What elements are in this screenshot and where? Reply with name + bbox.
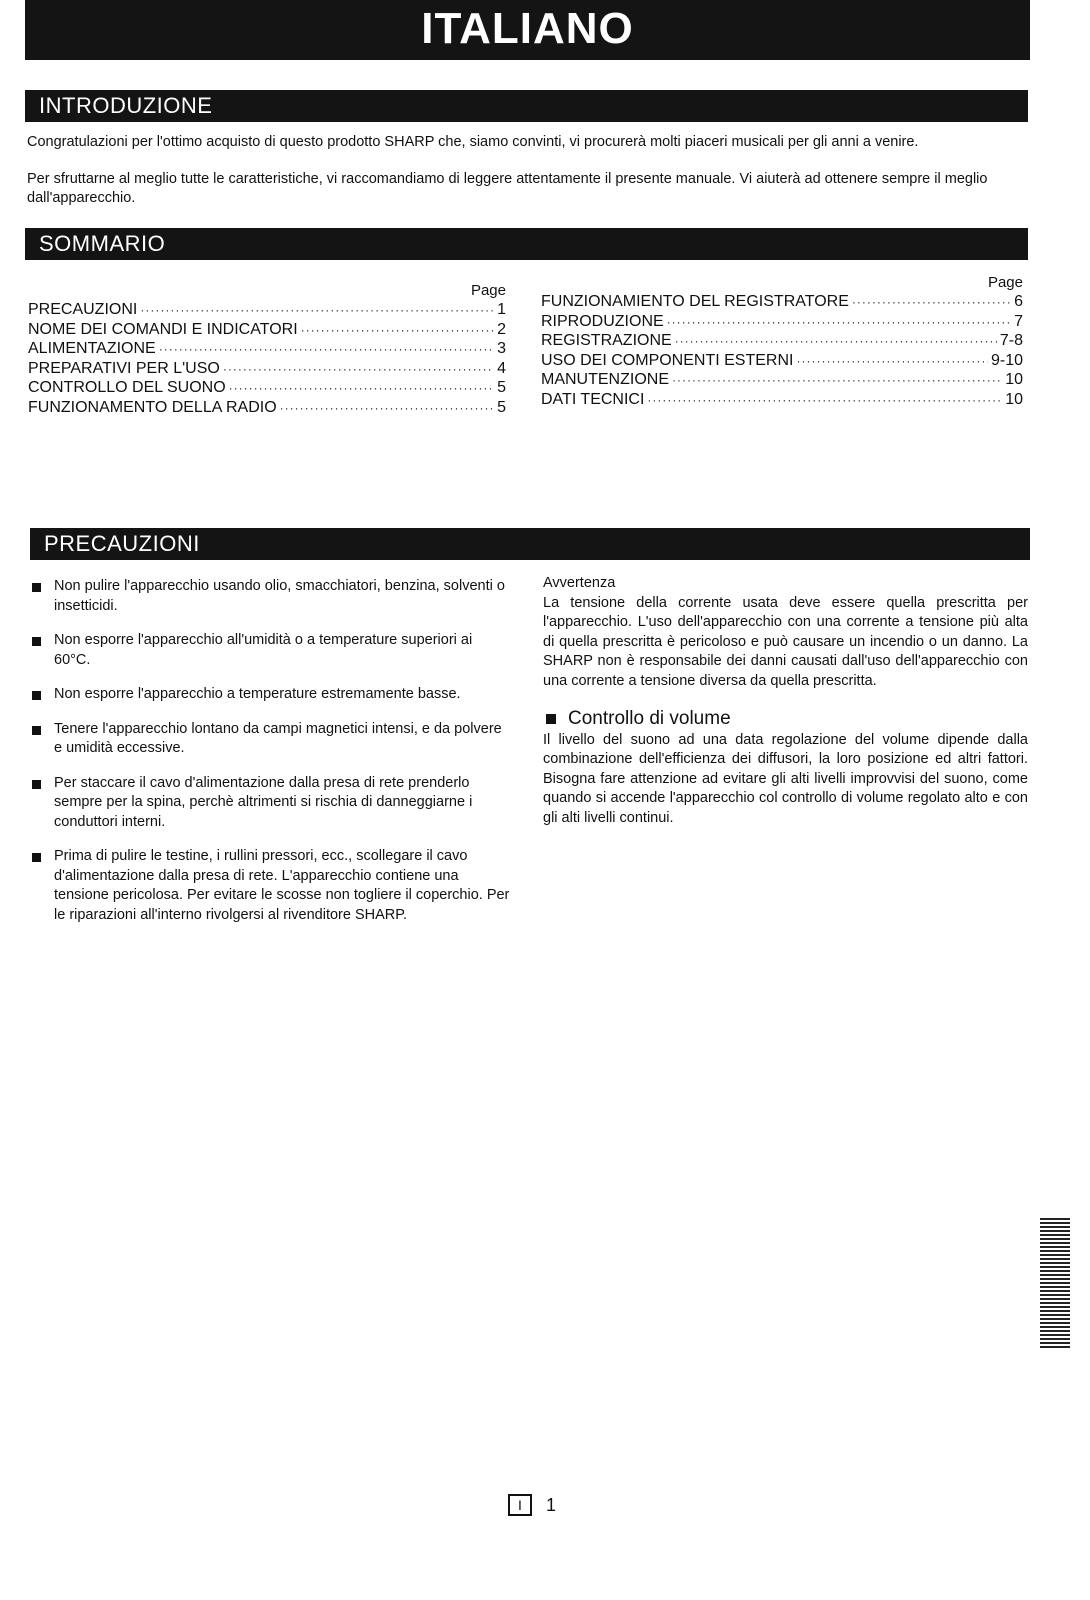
toc-entry bbox=[28, 340, 506, 360]
list-item-text: Per staccare il cavo d'alimentazione dalla presa di rete prenderlo sempre per la spina, perchè altrimenti si rischia di danneggiarne i conduttori interni. bbox=[54, 774, 473, 830]
toc-entry-page: 6 bbox=[1014, 293, 1023, 310]
toc-entry-page: 10 bbox=[1005, 390, 1023, 408]
toc-entry bbox=[541, 352, 1023, 372]
page-footer bbox=[508, 1494, 556, 1516]
bullet-square-icon bbox=[32, 637, 41, 646]
avvertenza-title: Avvertenza bbox=[543, 575, 616, 591]
toc-leader-dots bbox=[229, 381, 494, 395]
avvertenza-body: La tensione della corrente usata deve essere quella prescritta per l'apparecchio. L'uso dell'apparecchio con una corrente a tensione più alta di quella prescritta è pericoloso e può causare un incendio o un danno. La SHARP non è responsabile dei danni causati dall'uso dell'apparecchio con una corrente a tensione diversa da quella prescritta. bbox=[543, 594, 1028, 689]
toc-entry-page: 9-10 bbox=[990, 351, 1023, 369]
toc-leader-dots bbox=[223, 362, 494, 376]
toc-entry bbox=[541, 371, 1023, 391]
toc-entry-label: USO DEI COMPONENTI ESTERNI bbox=[541, 351, 794, 369]
toc-leader-dots bbox=[280, 401, 494, 415]
bullet-square-icon bbox=[32, 691, 41, 700]
toc-leader-dots bbox=[301, 323, 494, 337]
list-item-text: Non pulire l'apparecchio usando olio, smacchiatori, benzina, solventi o insetticidi. bbox=[54, 578, 505, 614]
toc-leader-dots bbox=[672, 373, 1002, 387]
toc-entry-label: MANUTENZIONE bbox=[541, 371, 669, 389]
toc-entry-page: 3 bbox=[497, 340, 506, 358]
volume-heading bbox=[543, 709, 1028, 729]
list-item-text: Prima di pulire le testine, i rullini pressori, ecc., scollegare il cavo d'alimentazione dalla presa di rete. L'apparecchio contiene una tensione pericolosa. Per evitare le scosse non togliere il coperchio. Per le riparazioni all'interno rivolgersi al rivenditore SHARP. bbox=[54, 848, 510, 923]
section-heading-text: INTRODUZIONE bbox=[39, 93, 213, 118]
section-heading-precauzioni bbox=[30, 528, 1030, 560]
toc-leader-dots bbox=[159, 342, 494, 356]
toc-page-label: Page bbox=[470, 282, 506, 299]
toc-page-label: Page bbox=[987, 274, 1023, 291]
page-title: ITALIANO bbox=[421, 4, 634, 53]
list-item bbox=[32, 720, 512, 759]
toc-entry-page: 10 bbox=[1005, 371, 1023, 389]
intro-paragraph-1: Congratulazioni per l'ottimo acquisto di questo prodotto SHARP che, siamo convinti, vi procurerà molti piaceri musicali per gli anni a venire. bbox=[27, 134, 919, 150]
toc-entry-label: FUNZIONAMIENTO DEL REGISTRATORE bbox=[541, 293, 849, 310]
section-heading-introduzione bbox=[25, 90, 1028, 122]
toc-entry-page: 5 bbox=[497, 398, 506, 416]
bullet-square-icon bbox=[32, 780, 41, 789]
list-item-text: Non esporre l'apparecchio all'umidità o a temperature superiori ai 60°C. bbox=[54, 632, 473, 668]
toc-entry bbox=[541, 332, 1023, 352]
bullet-square-icon bbox=[546, 714, 556, 724]
toc-entry-label: FUNZIONAMENTO DELLA RADIO bbox=[28, 398, 277, 416]
toc-entry bbox=[28, 301, 506, 321]
toc-leader-dots bbox=[796, 354, 988, 368]
toc-entry-label: RIPRODUZIONE bbox=[541, 312, 664, 330]
edge-index-mark bbox=[1040, 1218, 1070, 1348]
list-item bbox=[32, 685, 512, 705]
volume-body: Il livello del suono ad una data regolazione del volume dipende dalla combinazione dell'efficienza dei diffusori, la loro posizione ed altri fattori. Bisogna fare attenzione ad evitare gli alti livelli improvvisi del suono, come quando si accende l'apparecchio col controllo di volume regolato alto e con gli alti livelli continui. bbox=[543, 731, 1028, 826]
bullet-square-icon bbox=[32, 853, 41, 862]
bullet-square-icon bbox=[32, 583, 41, 592]
bullet-square-icon bbox=[32, 726, 41, 735]
toc-entry bbox=[28, 321, 506, 341]
toc-leader-dots bbox=[647, 393, 1002, 407]
language-box: I bbox=[508, 1494, 532, 1516]
toc-entry-label: CONTROLLO DEL SUONO bbox=[28, 379, 226, 397]
section-heading-text: PRECAUZIONI bbox=[44, 531, 200, 556]
toc-entry-label: REGISTRAZIONE bbox=[541, 332, 672, 350]
toc-entry bbox=[28, 360, 506, 380]
toc-entry bbox=[541, 391, 1023, 411]
toc-entry-page: 1 bbox=[497, 301, 506, 318]
list-item bbox=[32, 774, 512, 833]
toc-entry bbox=[541, 293, 1023, 313]
volume-title: Controllo di volume bbox=[568, 708, 731, 729]
toc-leader-dots bbox=[675, 334, 997, 348]
list-item bbox=[32, 847, 512, 925]
toc-entry-page: 7-8 bbox=[999, 332, 1023, 350]
toc-left-column bbox=[28, 282, 506, 419]
toc-entry-page: 2 bbox=[497, 320, 506, 338]
toc-entry-page: 7 bbox=[1014, 312, 1023, 330]
toc-entry-page: 5 bbox=[497, 379, 506, 397]
toc-leader-dots bbox=[140, 303, 494, 317]
toc-entry-label: DATI TECNICI bbox=[541, 390, 645, 408]
toc-entry-label: ALIMENTAZIONE bbox=[28, 340, 156, 358]
precautions-list bbox=[32, 577, 512, 940]
toc-entry-label: PRECAUZIONI bbox=[28, 301, 138, 318]
section-heading-text: SOMMARIO bbox=[39, 231, 166, 256]
list-item-text: Tenere l'apparecchio lontano da campi magnetici intensi, e da polvere e umidità eccessive. bbox=[54, 720, 502, 756]
warning-column bbox=[543, 574, 1028, 828]
toc-leader-dots bbox=[852, 295, 1011, 309]
list-item bbox=[32, 631, 512, 670]
toc-entry bbox=[28, 399, 506, 419]
section-heading-sommario bbox=[25, 228, 1028, 260]
page-number: 1 bbox=[546, 1494, 557, 1515]
toc-leader-dots bbox=[667, 315, 1011, 329]
intro-paragraph-2: Per sfruttarne al meglio tutte le caratteristiche, vi raccomandiamo di leggere attentamente il presente manuale. Vi aiuterà ad ottenere sempre il meglio dall'apparecchio. bbox=[27, 171, 988, 206]
list-item-text: Non esporre l'apparecchio a temperature estremamente basse. bbox=[54, 686, 461, 702]
toc-entry bbox=[541, 313, 1023, 333]
toc-entry-page: 4 bbox=[497, 359, 506, 377]
toc-entry-label: PREPARATIVI PER L'USO bbox=[28, 359, 220, 377]
title-bar bbox=[25, 0, 1030, 60]
toc-entry bbox=[28, 379, 506, 399]
toc-entry-label: NOME DEI COMANDI E INDICATORI bbox=[28, 320, 298, 338]
list-item bbox=[32, 577, 512, 616]
toc-right-column bbox=[541, 274, 1023, 411]
